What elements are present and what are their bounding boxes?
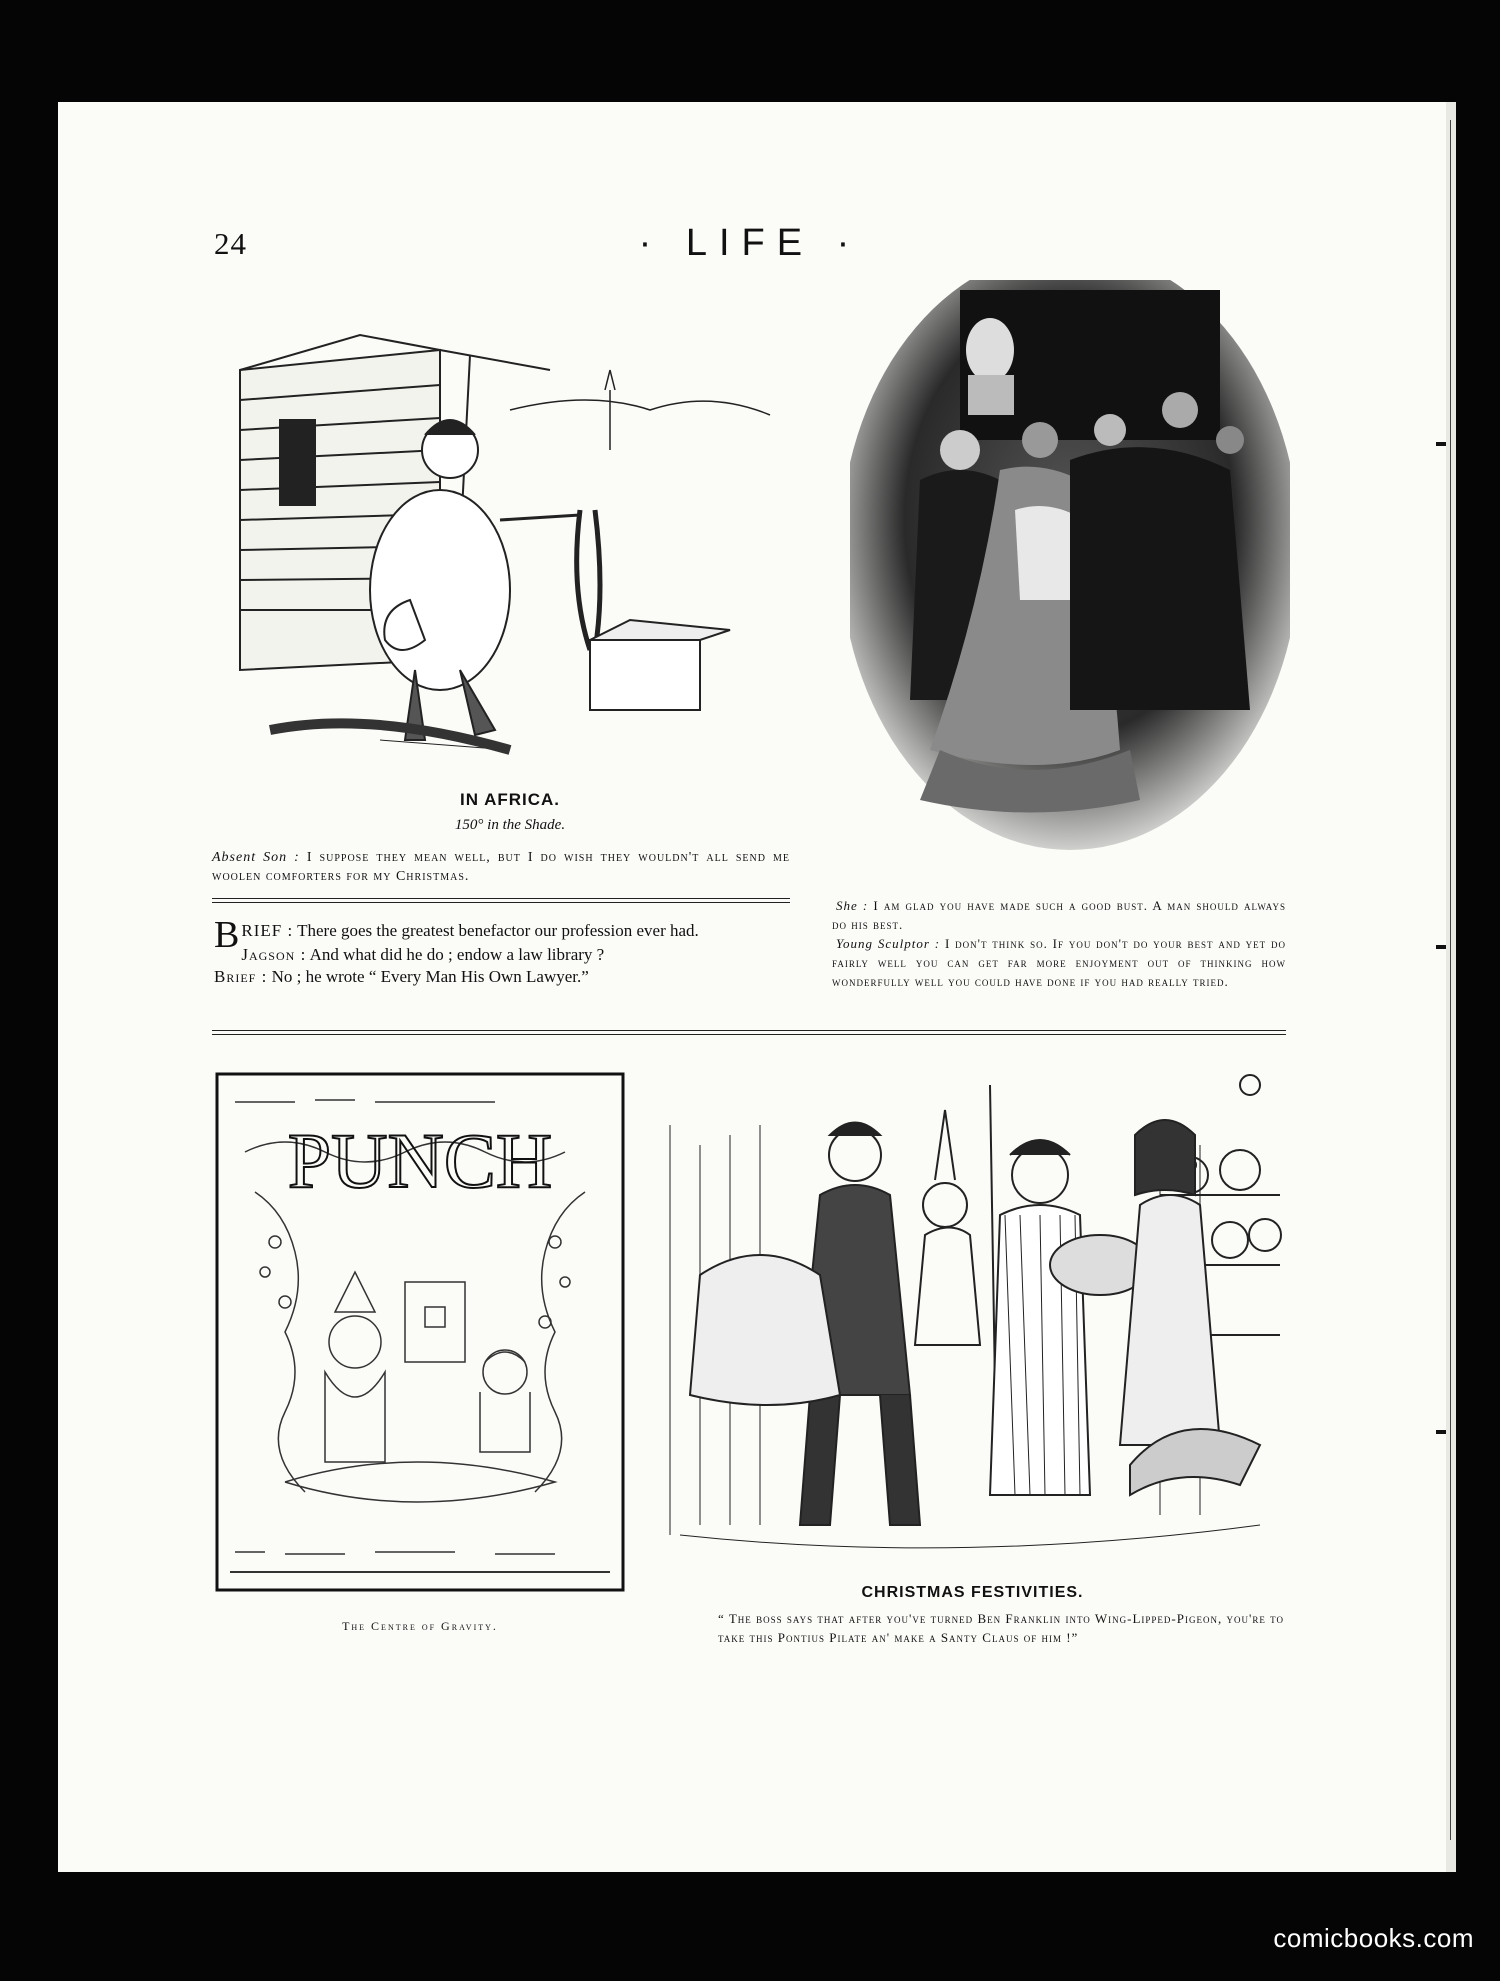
punch-masthead: PUNCH — [287, 1117, 553, 1204]
sculptor-speaker: Young Sculptor : — [836, 936, 941, 951]
binding-mark — [1436, 945, 1446, 949]
she-speaker: She : — [836, 898, 869, 913]
in-africa-caption — [212, 848, 790, 886]
brief-line-2 — [214, 944, 790, 966]
binding-line — [1450, 120, 1451, 1840]
jagson-speaker: Jagson : — [241, 945, 307, 964]
brief-line-3 — [214, 966, 790, 988]
sculptor-caption — [832, 896, 1286, 991]
brief-joke — [214, 914, 790, 988]
brief-text: There goes the greatest benefactor our profession ever had. — [297, 921, 699, 940]
punch-caption: The Centre of Gravity. — [342, 1619, 498, 1633]
sculptor-text: I don't think so. If you don't do your best and yet do fairly well you can get far more enjoyment out of thinking how wonderfully well you could have done if you had really tried. — [832, 936, 1287, 989]
divider-rule — [212, 898, 790, 903]
drop-cap: B — [214, 914, 240, 956]
christmas-festivities-illustration — [660, 1065, 1285, 1575]
brief-speaker: RIEF : — [241, 921, 294, 940]
section-divider — [212, 1030, 1286, 1035]
site-watermark: comicbooks.com — [1273, 1923, 1474, 1953]
christmas-title: CHRISTMAS FESTIVITIES. — [861, 1584, 1084, 1601]
she-text: I am glad you have made such a good bust. A man should always do his best. — [832, 898, 1286, 932]
page-edge — [1446, 102, 1456, 1872]
in-africa-title: IN AFRICA. — [459, 790, 561, 809]
punch-cover-illustration — [215, 1072, 625, 1592]
binding-mark — [1436, 442, 1446, 446]
binding-mark — [1436, 1430, 1446, 1434]
caption-text: I suppose they mean well, but I do wish they wouldn't all send me woolen comforters for my Christmas. — [212, 850, 791, 884]
sculptor-bust-illustration — [850, 280, 1290, 880]
brief-text-2: No ; he wrote “ Every Man His Own Lawyer.” — [271, 967, 589, 986]
page-number: 24 — [214, 226, 247, 261]
brief-speaker-2: Brief : — [214, 967, 268, 986]
she-line — [832, 896, 1286, 934]
in-africa-illustration — [210, 330, 810, 770]
masthead-title: · LIFE · — [638, 222, 862, 264]
christmas-caption: “ The boss says that after you've turned Ben Franklin into Wing-Lipped-Pigeon, you're to take this Pontius Pilate an' make a Santy Claus of him !” — [718, 1611, 1284, 1645]
caption-speaker: Absent Son : — [212, 850, 300, 865]
in-africa-subtitle: 150° in the Shade. — [454, 817, 566, 833]
sculptor-line — [832, 934, 1286, 991]
jagson-text: And what did he do ; endow a law library ? — [309, 945, 605, 964]
